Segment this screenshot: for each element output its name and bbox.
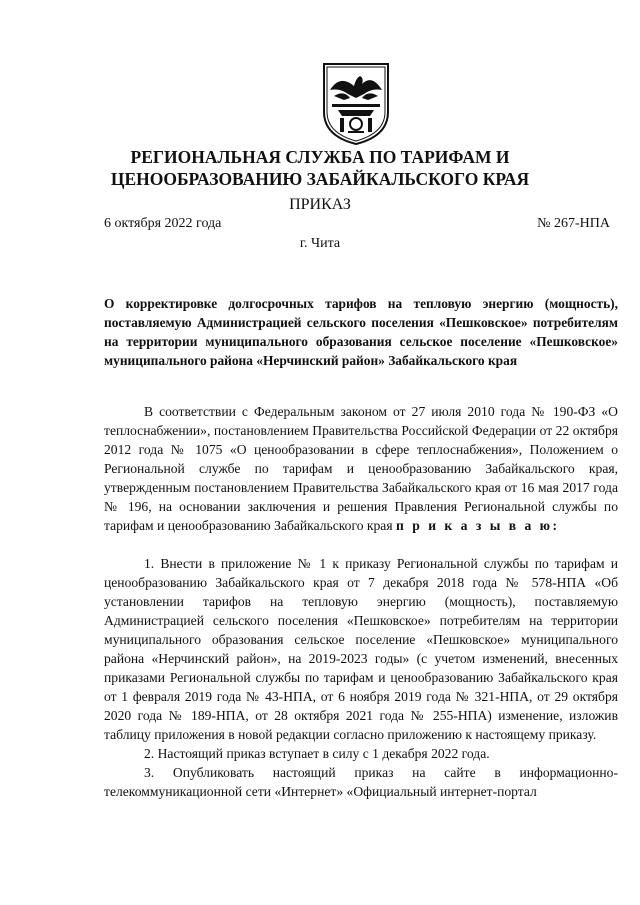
coat-of-arms-emblem <box>320 60 392 146</box>
organization-name-line-2: ЦЕНООБРАЗОВАНИЮ ЗАБАЙКАЛЬСКОГО КРАЯ <box>110 169 530 189</box>
organization-name <box>100 146 540 190</box>
organization-name-line-1: РЕГИОНАЛЬНАЯ СЛУЖБА ПО ТАРИФАМ И <box>130 147 510 167</box>
document-type: ПРИКАЗ <box>289 196 351 213</box>
order-verb: п р и к а з ы в а ю: <box>396 518 560 533</box>
preamble-paragraph <box>104 402 618 535</box>
order-item-2: 2. Настоящий приказ вступает в силу с 1 декабря 2022 года. <box>144 746 490 761</box>
document-body <box>104 402 618 801</box>
document-city: г. Чита <box>299 236 341 251</box>
order-item-3: 3. Опубликовать настоящий приказ на сайте в информационно-телекоммуникационной сети «Интернет» «Официальный интернет-портал <box>104 765 618 799</box>
document-subject: О корректировке долгосрочных тарифов на тепловую энергию (мощность), поставляемую Администрацией сельского поселения «Пешковское» потребителям на территории муниципального образования сельское поселение «Пешковское» муниципального района «Нерчинский район» Забайкальского края <box>104 296 618 368</box>
document-number: № 267-НПА <box>537 216 610 231</box>
order-item-1: 1. Внести в приложение № 1 к приказу Региональной службы по тарифам и ценообразованию Забайкальского края от 7 декабря 2018 года № 578-НПА «Об установлении тарифов на тепловую энергию (мощность), поставляемую Администрацией сельского поселения «Пешковское» потребителям на территории муниципального образования сельское поселение «Пешковское» муниципального района «Нерчинский район», на 2019-2023 годы» (с учетом изменений, внесенных приказами Региональной службы по тарифам и ценообразованию Забайкальского края от 1 февраля 2019 года № 43-НПА, от 6 ноября 2019 года № 321-НПА, от 29 октября 2020 года № 189-НПА, от 28 октября 2021 года № 255-НПА) изменение, изложив таблицу приложения в новой редакции согласно приложению к настоящему приказу. <box>104 556 618 742</box>
document-date: 6 октября 2022 года <box>104 216 222 231</box>
preamble-text: В соответствии с Федеральным законом от 27 июля 2010 года № 190-ФЗ «О теплоснабжении», постановлением Правительства Российской Федерации от 22 октября 2012 года № 1075 «О ценообразовании в сфере теплоснабжения», Положением о Региональной службе по тарифам и ценообразованию Забайкальского края, утвержденным постановлением Правительства Забайкальского края от 16 мая 2017 года № 196, на основании заключения и решения Правления Региональной службы по тарифам и ценообразованию Забайкальского края <box>104 404 618 533</box>
